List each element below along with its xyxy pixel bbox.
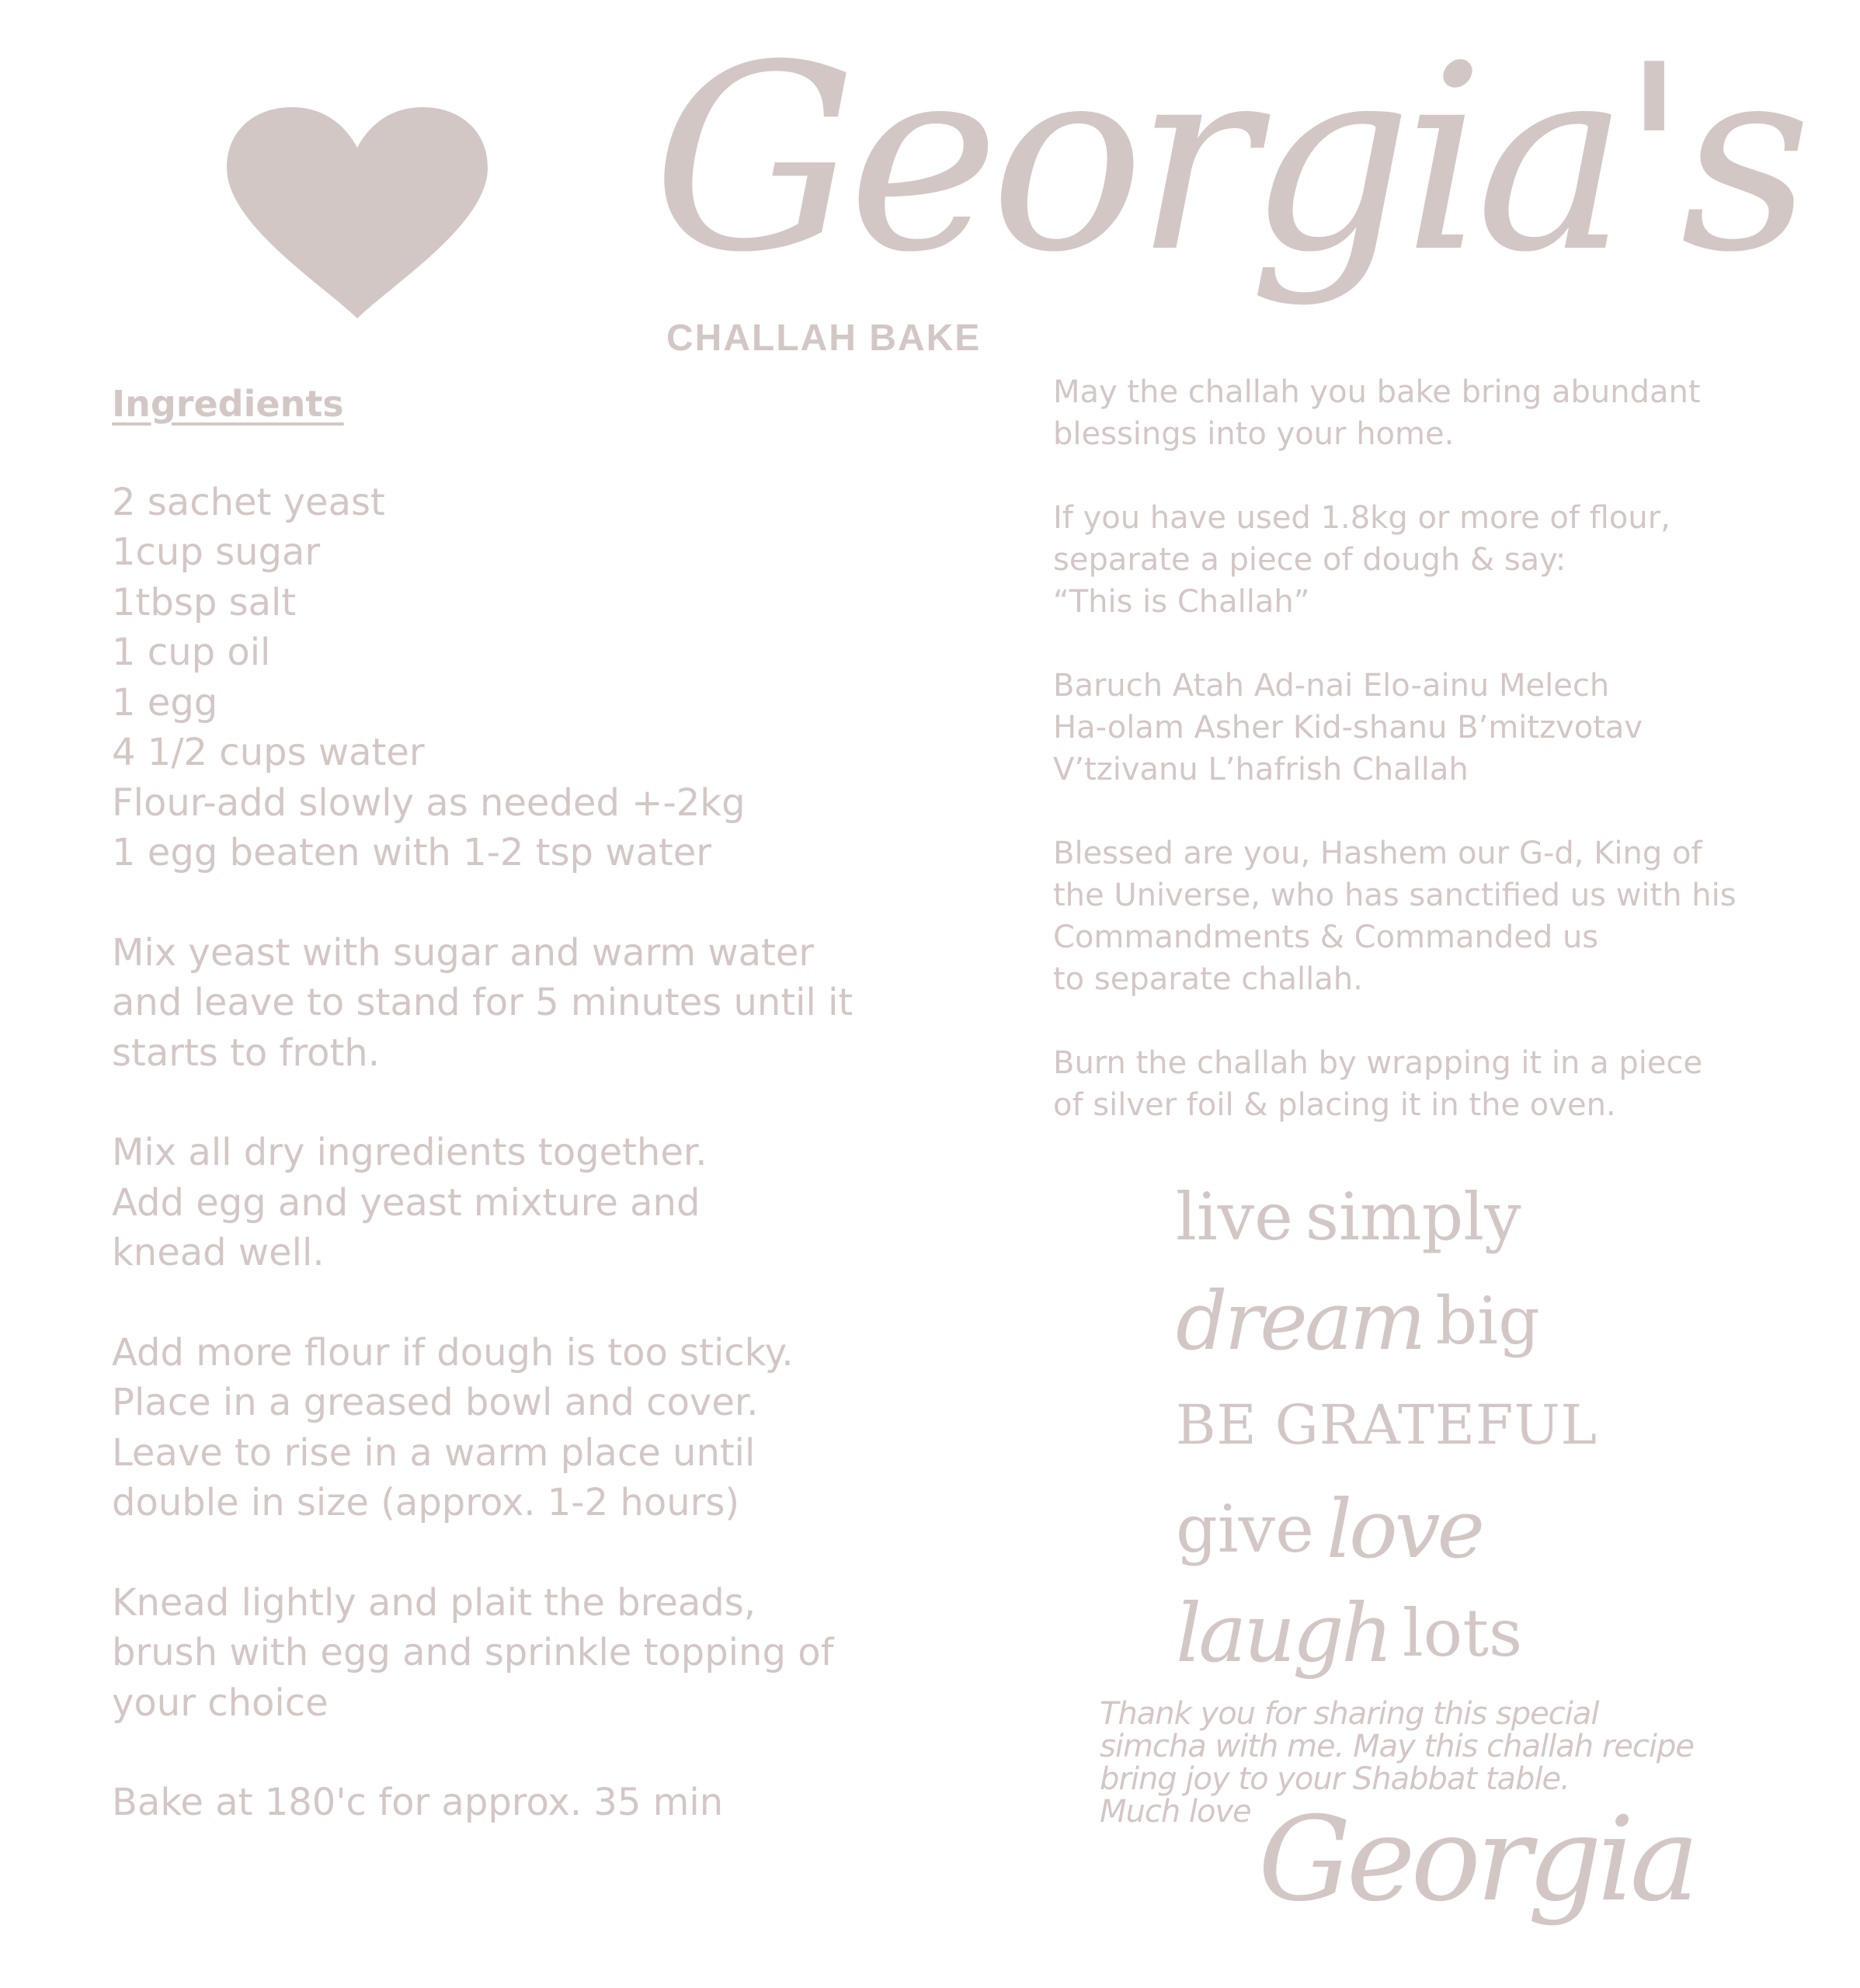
motto-line <box>1176 1581 1580 1685</box>
blessing-paragraph <box>1053 371 1752 455</box>
logo-subtitle: CHALLAH BAKE <box>666 318 982 359</box>
motto-line <box>1176 1269 1580 1373</box>
blessing-line: blessings into your home. <box>1053 416 1455 452</box>
method-line: and leave to stand for 5 minutes until it <box>112 981 854 1024</box>
motto-block <box>1176 1165 1598 1685</box>
thank-you-line: Much love <box>1100 1794 1251 1830</box>
motto-word: BE GRATEFUL <box>1176 1393 1598 1457</box>
blessing-line: to separate challah. <box>1053 961 1363 997</box>
blessing-line: May the challah you bake bring abundant <box>1053 374 1701 410</box>
blessing-line: separate a piece of dough & say: <box>1053 542 1566 578</box>
ingredients-heading: Ingredients <box>112 383 344 425</box>
ingredient-item: Flour-add slowly as needed +-2kg <box>112 780 746 825</box>
motto-line <box>1176 1165 1580 1269</box>
motto-word: lots <box>1402 1595 1523 1671</box>
blessing-line: “This is Challah” <box>1053 584 1310 620</box>
blessing-line: Blessed are you, Hashem our G-d, King of <box>1053 836 1702 871</box>
ingredient-item: 1 cup oil <box>112 631 271 674</box>
method-line: knead well. <box>112 1231 325 1274</box>
method-line: Mix yeast with sugar and warm water <box>112 930 815 975</box>
method-line: Knead lightly and plait the breads, <box>112 1580 756 1625</box>
blessing-line: If you have used 1.8kg or more of flour, <box>1053 500 1671 536</box>
motto-word: love <box>1326 1482 1482 1576</box>
blessing-line: Ha-olam Asher Kid-shanu B’mitzvotav <box>1053 710 1643 746</box>
blessing-line: the Universe, who has sanctified us with his <box>1053 878 1737 913</box>
heart-icon <box>227 107 488 318</box>
blessing-paragraph <box>1053 497 1752 623</box>
logo-title: Georgia's <box>652 10 1803 308</box>
ingredient-item: 1 egg beaten with 1-2 tsp water <box>112 831 712 874</box>
method-step <box>112 928 1005 1079</box>
ingredient-item: 1cup sugar <box>112 530 321 574</box>
ingredient-item: 1tbsp salt <box>112 580 297 624</box>
method-line: Mix all dry ingredients together. <box>112 1131 707 1174</box>
motto-line <box>1176 1477 1580 1581</box>
method-line: starts to froth. <box>112 1030 380 1075</box>
signature: Georgia <box>1258 1792 1695 1927</box>
method-step <box>112 1578 1005 1729</box>
blessing-paragraph <box>1053 832 1752 1000</box>
method-line: Add egg and yeast mixture and <box>112 1180 701 1225</box>
blessing-line: of silver foil & placing it in the oven. <box>1053 1087 1616 1123</box>
method-line: Leave to rise in a warm place until <box>112 1430 756 1475</box>
motto-word: big <box>1435 1283 1540 1359</box>
method-step <box>112 1128 1005 1278</box>
motto-word: live <box>1176 1179 1293 1255</box>
blessing-line: Burn the challah by wrapping it in a piece <box>1053 1045 1703 1081</box>
ingredient-list <box>112 478 1005 878</box>
method-line: double in size (approx. 1-2 hours) <box>112 1481 740 1524</box>
method-line: Bake at 180'c for approx. 35 min <box>112 1781 724 1824</box>
ingredient-item: 4 1/2 cups water <box>112 731 425 774</box>
motto-word: give <box>1176 1491 1314 1567</box>
ingredient-item: 1 egg <box>112 680 218 725</box>
thank-you-line: simcha with me. May this challah recipe <box>1100 1729 1695 1764</box>
method-line: your choice <box>112 1680 329 1725</box>
method-line: brush with egg and sprinkle topping of <box>112 1631 834 1674</box>
motto-word: simply <box>1305 1179 1521 1255</box>
motto-line <box>1176 1373 1598 1477</box>
motto-word: laugh <box>1176 1586 1390 1680</box>
blessing-line: Baruch Atah Ad-nai Elo-ainu Melech <box>1053 668 1610 704</box>
motto-word: dream <box>1176 1274 1424 1368</box>
method-line: Add more flour if dough is too sticky. <box>112 1330 794 1375</box>
method-step <box>112 1328 1005 1528</box>
heart-shape <box>227 107 488 318</box>
blessing-text <box>1053 371 1752 1168</box>
blessing-paragraph <box>1053 665 1752 791</box>
method-line: Place in a greased bowl and cover. <box>112 1381 759 1424</box>
method-step <box>112 1778 1005 1828</box>
blessing-line: V’tzivanu L’hafrish Challah <box>1053 752 1469 787</box>
thank-you-line: Thank you for sharing this special <box>1100 1696 1599 1732</box>
ingredient-item: 2 sachet yeast <box>112 480 385 524</box>
blessing-paragraph <box>1053 1042 1752 1126</box>
thank-you-line: bring joy to your Shabbat table. <box>1100 1761 1570 1797</box>
blessing-line: Commandments & Commanded us <box>1053 919 1599 955</box>
recipe-instructions <box>112 379 1005 1828</box>
